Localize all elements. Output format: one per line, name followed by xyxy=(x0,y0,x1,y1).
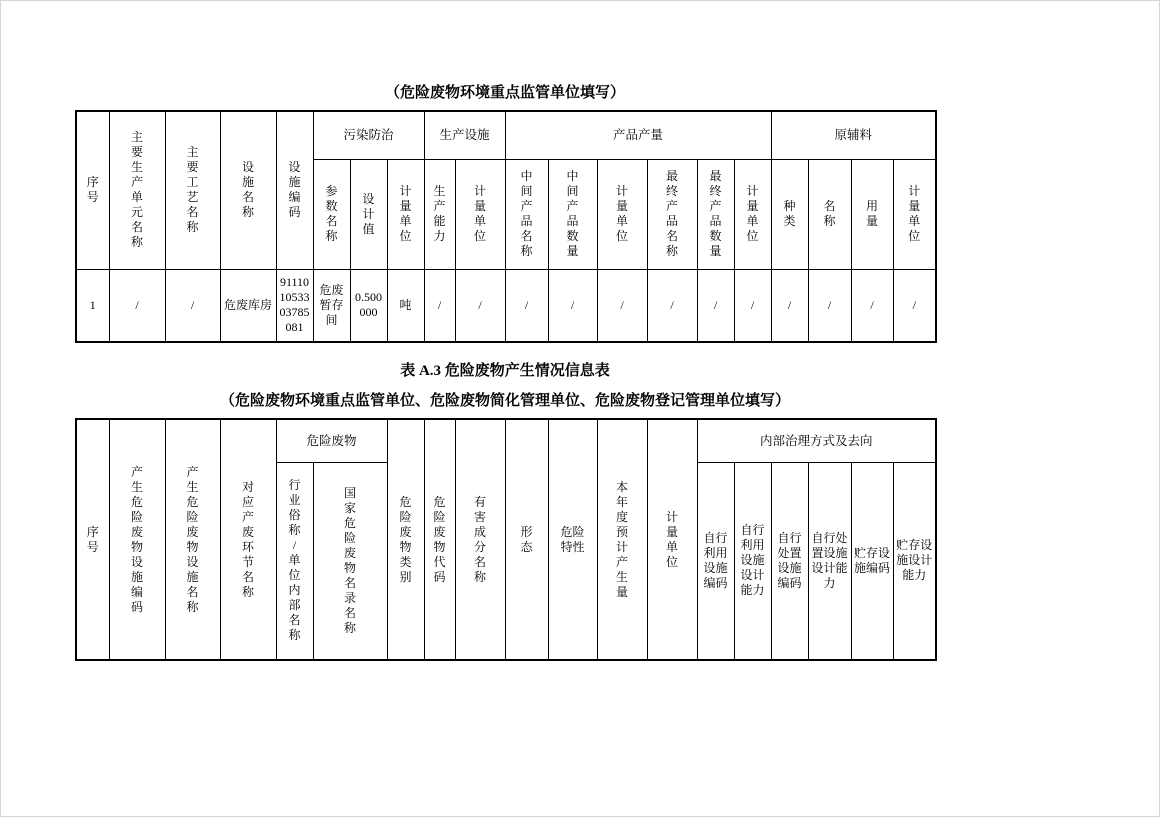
t2-header-waste-stage xyxy=(220,419,276,660)
t2-header-form-text: 形态 xyxy=(520,524,533,554)
t1-group-product-output xyxy=(505,111,771,159)
t1-sub-design-value xyxy=(350,159,387,269)
t1-cell-final-name xyxy=(647,269,697,342)
t2-sub-storage-capacity xyxy=(893,462,936,660)
t1-group-pollution-control-text: 污染防治 xyxy=(343,128,394,143)
t1-cell-unit-5 xyxy=(893,269,936,342)
t1-sub-unit-1 xyxy=(387,159,424,269)
t1-sub-param-name-text: 参数名称 xyxy=(325,184,338,243)
t2-header-facility-name xyxy=(165,419,220,660)
t2-sub-self-disposal-capacity-text: 自行处置设施设计能力 xyxy=(811,530,848,590)
t1-cell-seq-text: 1 xyxy=(89,298,96,313)
t1-header-facility-code-text: 设施编码 xyxy=(288,160,301,220)
t2-header-waste-stage-text: 对应产废环节名称 xyxy=(241,479,254,599)
t1-group-production-facility xyxy=(424,111,505,159)
t1-sub-unit-4-text: 计量单位 xyxy=(746,184,759,243)
t2-header-seq xyxy=(76,419,109,660)
t2-header-harmful-components-text: 有害成分名称 xyxy=(474,494,487,584)
t1-cell-unit-4 xyxy=(734,269,771,342)
t1-cell-unit-1 xyxy=(387,269,424,342)
t2-header-harmful-components xyxy=(455,419,505,660)
t1-cell-capacity xyxy=(424,269,455,342)
t2-header-annual-estimate-text: 本年度预计产生量 xyxy=(616,479,629,599)
t2-sub-national-list-name xyxy=(313,462,387,660)
t1-cell-param-name-text: 危废暂存间 xyxy=(319,282,344,327)
t1-sub-unit-5-text: 计量单位 xyxy=(908,184,921,243)
t2-sub-self-use-facility-code-text: 自行利用设施编码 xyxy=(703,530,728,590)
t2-sub-industry-name-text: 行业俗称/单位内部名称 xyxy=(288,478,301,643)
t1-cell-facility-code-text: 911101053303785081 xyxy=(279,275,310,335)
t2-header-unit xyxy=(647,419,697,660)
t1-cell-main-unit xyxy=(109,269,165,342)
t1-cell-final-qty-text: / xyxy=(713,298,718,313)
t1-sub-material-type-text: 种类 xyxy=(783,199,796,228)
t1-group-production-facility-text: 生产设施 xyxy=(439,128,490,143)
t1-data-row xyxy=(76,269,936,342)
facility-info-table xyxy=(75,110,937,343)
t1-sub-unit-3-text: 计量单位 xyxy=(616,184,629,243)
t2-sub-self-use-capacity-text: 自行利用设施设计能力 xyxy=(740,523,765,598)
t1-cell-unit-5-text: / xyxy=(912,298,916,313)
t2-header-hazard-property-text: 危险特性 xyxy=(560,524,585,554)
t1-header-facility-code xyxy=(276,111,313,269)
t2-header-waste-code xyxy=(424,419,455,660)
t1-header-main-unit xyxy=(109,111,165,269)
t2-sub-industry-name xyxy=(276,462,313,660)
table2-fill-note: （危险废物环境重点监管单位、危险废物简化管理单位、危险废物登记管理单位填写） xyxy=(219,393,790,409)
t1-sub-intermediate-name-text: 中间产品名称 xyxy=(520,169,533,258)
t1-cell-unit-2 xyxy=(455,269,505,342)
t1-cell-final-qty xyxy=(697,269,734,342)
t1-cell-param-name xyxy=(313,269,350,342)
t1-sub-material-type xyxy=(771,159,808,269)
t2-group-hazardous-waste-text: 危险废物 xyxy=(306,433,357,448)
t1-header-seq xyxy=(76,111,109,269)
t1-cell-material-type xyxy=(771,269,808,342)
t2-sub-self-disposal-facility-code xyxy=(771,462,808,660)
t1-sub-param-name xyxy=(313,159,350,269)
t1-sub-final-name xyxy=(647,159,697,269)
t1-sub-material-amount xyxy=(851,159,893,269)
t1-group-pollution-control xyxy=(313,111,424,159)
t1-cell-material-amount-text: / xyxy=(870,298,874,313)
t1-sub-unit-2 xyxy=(455,159,505,269)
t1-header-main-process xyxy=(165,111,220,269)
t1-cell-final-name-text: / xyxy=(670,298,674,313)
t1-cell-unit-3 xyxy=(597,269,647,342)
t1-sub-design-value-text: 设计值 xyxy=(362,191,375,236)
t1-sub-intermediate-qty xyxy=(548,159,597,269)
t1-cell-unit-4-text: / xyxy=(750,298,755,313)
t1-sub-unit-3 xyxy=(597,159,647,269)
t1-cell-main-unit-text: / xyxy=(135,298,139,313)
t1-sub-unit-2-text: 计量单位 xyxy=(474,184,487,243)
t1-header-main-unit-text: 主要生产单元名称 xyxy=(130,130,143,250)
t1-cell-unit-2-text: / xyxy=(478,298,482,313)
hazardous-waste-generation-table xyxy=(75,418,937,661)
t1-cell-design-value xyxy=(350,269,387,342)
t2-sub-storage-facility-code xyxy=(851,462,893,660)
t1-sub-unit-5 xyxy=(893,159,936,269)
t1-cell-intermediate-name-text: / xyxy=(524,298,529,313)
t1-cell-facility-code xyxy=(276,269,313,342)
t2-header-hazard-property xyxy=(548,419,597,660)
t1-cell-unit-3-text: / xyxy=(620,298,624,313)
t1-cell-material-name-text: / xyxy=(827,298,832,313)
t2-group-internal-treatment-text: 内部治理方式及去向 xyxy=(760,433,873,448)
t1-sub-material-name xyxy=(808,159,851,269)
t2-group-internal-treatment xyxy=(697,419,936,462)
t1-cell-facility-name-text: 危废库房 xyxy=(223,298,272,313)
t2-header-row-1 xyxy=(76,419,936,462)
t1-cell-material-name xyxy=(808,269,851,342)
t1-header-main-process-text: 主要工艺名称 xyxy=(186,145,199,235)
t1-cell-intermediate-qty-text: / xyxy=(570,298,575,313)
t1-header-seq-text: 序号 xyxy=(86,175,99,205)
t1-sub-capacity-text: 生产能力 xyxy=(433,184,446,243)
t2-header-waste-code-text: 危险废物代码 xyxy=(433,494,446,584)
t1-group-raw-materials-text: 原辅料 xyxy=(834,128,873,143)
t1-header-facility-name xyxy=(220,111,276,269)
t1-cell-capacity-text: / xyxy=(437,298,442,313)
t2-header-unit-text: 计量单位 xyxy=(666,509,679,569)
t2-sub-self-disposal-capacity xyxy=(808,462,851,660)
t1-sub-final-name-text: 最终产品名称 xyxy=(666,169,679,258)
t1-group-product-output-text: 产品产量 xyxy=(613,128,664,143)
t2-header-facility-name-text: 产生危险废物设施名称 xyxy=(186,464,199,614)
t2-sub-national-list-name-text: 国家危险废物名录名称 xyxy=(343,485,356,635)
t1-sub-intermediate-name xyxy=(505,159,548,269)
t1-cell-main-process xyxy=(165,269,220,342)
t2-header-waste-category-text: 危险废物类别 xyxy=(399,494,412,584)
t1-header-row-1 xyxy=(76,111,936,159)
t1-cell-material-type-text: / xyxy=(787,298,792,313)
t1-cell-design-value-text: 0.500000 xyxy=(355,290,382,320)
t1-cell-facility-name xyxy=(220,269,276,342)
t2-group-hazardous-waste xyxy=(276,419,387,462)
t2-sub-storage-facility-code-text: 贮存设施编码 xyxy=(854,545,891,575)
t2-header-facility-code-text: 产生危险废物设施编码 xyxy=(130,464,143,614)
t1-cell-intermediate-qty xyxy=(548,269,597,342)
table2-title: 表 A.3 危险废物产生情况信息表 xyxy=(400,363,610,379)
t2-sub-self-disposal-facility-code-text: 自行处置设施编码 xyxy=(777,530,802,590)
t1-group-raw-materials xyxy=(771,111,936,159)
t1-cell-main-process-text: / xyxy=(190,298,195,313)
t2-header-seq-text: 序号 xyxy=(86,524,99,554)
t1-sub-final-qty xyxy=(697,159,734,269)
t1-sub-unit-4 xyxy=(734,159,771,269)
t2-header-waste-category xyxy=(387,419,424,660)
t1-sub-material-name-text: 名称 xyxy=(823,199,836,228)
t1-cell-material-amount xyxy=(851,269,893,342)
t1-sub-final-qty-text: 最终产品数量 xyxy=(709,169,722,258)
t1-cell-intermediate-name xyxy=(505,269,548,342)
t1-sub-unit-1-text: 计量单位 xyxy=(399,184,412,243)
t2-sub-storage-capacity-text: 贮存设施设计能力 xyxy=(896,538,933,583)
t1-header-facility-name-text: 设施名称 xyxy=(241,160,254,220)
t1-cell-seq xyxy=(76,269,109,342)
table1-fill-note: （危险废物环境重点监管单位填写） xyxy=(384,85,625,101)
t1-sub-intermediate-qty-text: 中间产品数量 xyxy=(566,169,579,258)
t2-header-facility-code xyxy=(109,419,165,660)
t2-header-form xyxy=(505,419,548,660)
t2-sub-self-use-facility-code xyxy=(697,462,734,660)
t2-header-annual-estimate xyxy=(597,419,647,660)
t1-sub-material-amount-text: 用量 xyxy=(866,199,879,228)
t2-sub-self-use-capacity xyxy=(734,462,771,660)
t1-sub-capacity xyxy=(424,159,455,269)
t1-cell-unit-1-text: 吨 xyxy=(399,298,412,313)
